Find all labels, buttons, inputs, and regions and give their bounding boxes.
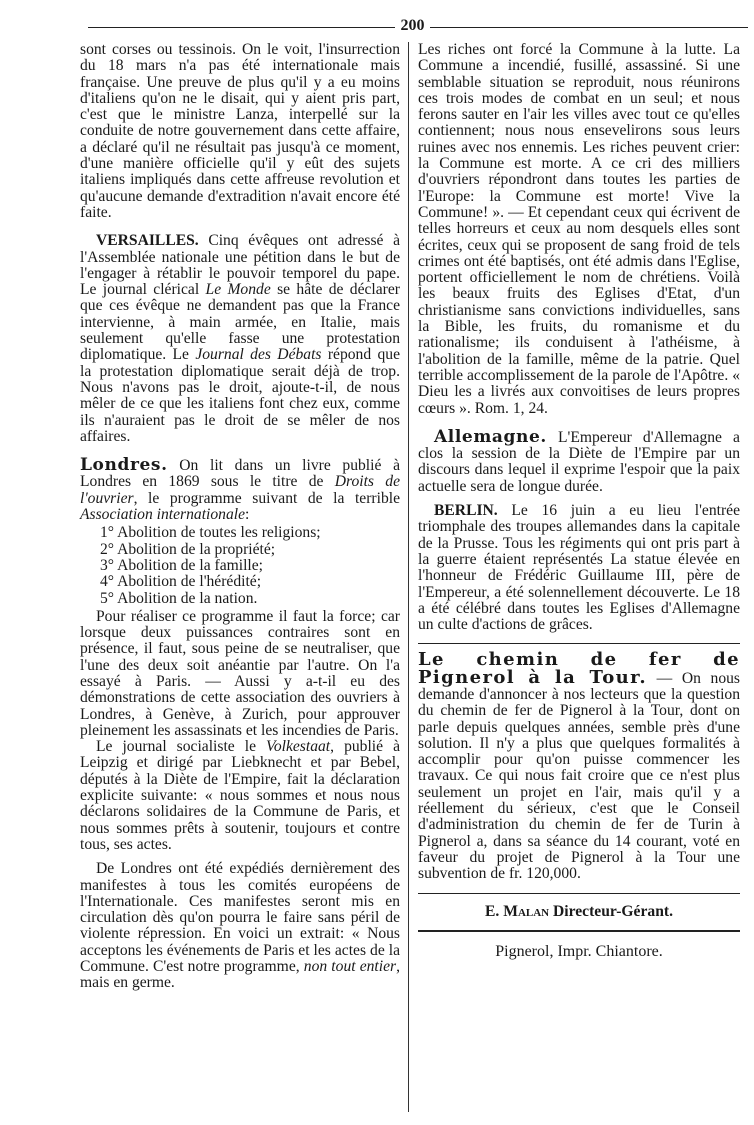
chemin-de-fer-paragraph: Le chemin de fer de Pignerol à la Tour. — On nous demande d'annoncer à nos lecteurs que la question du chemin de fer de Pignerol à la Tour, dont on parle depuis quelques années, semble près d'une solution. Il n'y a plus que quelques formalités à accomplir pour qu'on puisse commencer les travaux. Ce qui nous fait croire que ce n'est plus seulement un projet en l'air, mais qu'il y a réellement du sérieux, c'est que le Conseil d'administration du chemin de fer de Turin à Pignerol a, dans sa séance du 14 courant, voté en faveur du projet de Pignerol à la Tour une subvention de fr. 120,000. <box>418 649 740 883</box>
signature-rule <box>418 893 740 894</box>
insurrection-paragraph: sont corses ou tessinois. On le voit, l'insurrection du 18 mars n'a pas été internationale mais française. Une preuve de plus qu'il y a eu moins d'italiens qu'on ne le disait, qui y aient pris part, c'est que le ministre Lanza, interpellé sur la conduite de notre gouvernement dans cette affaire, a déclaré qu'il ne résultait pas jusqu'à ce moment, d'une manière officielle qu'il y eût des sujets italiens impliqués dans cette affreuse revolution et qu'aucune demande d'extradition n'avait encore été faite. <box>80 41 400 221</box>
header-rule-right <box>430 27 748 28</box>
left-column <box>80 42 400 992</box>
non-tout-entier: non tout entier <box>303 958 397 976</box>
program-item: 5° Abolition de la nation. <box>100 589 258 607</box>
berlin-dateline: BERLIN. <box>434 502 498 520</box>
association-title: Association internationale <box>80 506 246 524</box>
versailles-dateline: VERSAILLES. <box>96 232 199 250</box>
signature-name: E. Malan <box>485 902 550 920</box>
allemagne-heading: Allemagne. <box>434 426 547 447</box>
printer-rule <box>418 930 740 932</box>
signature <box>418 904 740 920</box>
program-item: 4° Abolition de l'hérédité; <box>100 573 262 591</box>
page-number: 200 <box>400 17 425 34</box>
le-monde-title: Le Monde <box>205 281 271 299</box>
programme-force-paragraph: Pour réaliser ce programme il faut la force; car lorsque deux puissances contraires sont en présence, il faut, sous peine de se neutraliser, que l'une des deux soit anéantie par l'autre. On l'a essayé à Paris. — Aussi y a-t-il eu des démonstrations de cette association des ouvriers à Londres, à Genève, à Zurich, pour approuver pleinement les assassinats et les incendies de Paris. <box>80 607 400 739</box>
right-column <box>418 42 740 960</box>
chemin-de-fer-heading: Le chemin de fer de Pignerol à la Tour. <box>418 649 740 688</box>
program-item: 2° Abolition de la propriété; <box>100 540 276 558</box>
londres-heading: Londres. <box>80 455 168 476</box>
volkestaat-paragraph: Le journal socialiste le Volkestaat, publié à Leipzig et dirigé par Liebknecht et par Bebel, députés à la Diète de l'Empire, fait la déclaration explicite suivante: « nous sommes et nous nous déclarons solidaires de la Commune de Paris, et nous sommes prêts à soutenir, toujours et contre tous, ses actes. <box>80 738 400 853</box>
program-item: 1° Abolition de toutes les religions; <box>100 524 321 542</box>
allemagne-paragraph: Allemagne. L'Empereur d'Allemagne a clos la session de la Diète de l'Empire par un discours dans lequel il exprime l'espoir que la paix actuelle sera de longue durée. <box>418 426 740 495</box>
volkestaat-title: Volkestaat <box>266 738 331 756</box>
journal-debats-title: Journal des Débats <box>195 346 322 364</box>
versailles-paragraph: VERSAILLES. Cinq évêques ont adressé à l'Assemblée nationale une pétition dans le but de l'engager à rétablir le pouvoir temporel du pape. Le journal clérical Le Monde se hâte de déclarer que ces évêque ne demandent pas que la France intervienne, à main armée, en Italie, mais seulement qu'elle fasse une protestation diplomatique. Le Journal des Débats répond que la protestation diplomatique serait déjà de trop. Nous n'avons pas le droit, ajoute-t-il, de nous mêler de ce que les italiens font chez eux, comme ils n'auraient pas le droit de se mêler de nos affaires. <box>80 232 400 445</box>
droits-ouvrier-title: Droits de l'ouvrier <box>80 473 400 507</box>
londres-paragraph: Londres. On lit dans un livre publié à Londres en 1869 sous le titre de Droits de l'ouvrier, le programme suivant de la terrible Association internationale: <box>80 455 400 524</box>
column-divider <box>408 42 409 1112</box>
program-list <box>80 525 400 606</box>
manifestes-paragraph: De Londres ont été expédiés dernièrement des manifestes à tous les comités européens de l'Internationale. Ces manifestes seront mis en circulation dès qu'on pourra le faire sans péril de violente répression. En voici un extrait: « Nous acceptons les événements de Paris et les actes de la Commune. C'est notre programme, non tout entier, mais en germe. <box>80 860 400 992</box>
signature-title: Directeur-Gérant. <box>553 902 673 920</box>
berlin-paragraph: BERLIN. Le 16 juin a eu lieu l'entrée triomphale des troupes allemandes dans la capitale de la Prusse. Tous les régiments qui ont pris part à la guerre étaient représentés La statue élevée en l'honneur de Frédéric Guillaume III, père de l'Empereur, a été solennellement découverte. Le 18 a été célébré dans toutes les Eglises d'Allemagne un culte d'actions de grâces. <box>418 502 740 634</box>
section-rule <box>418 643 740 644</box>
printer-line: Pignerol, Impr. Chiantore. <box>495 942 663 960</box>
program-item: 3° Abolition de la famille; <box>100 556 264 574</box>
riches-paragraph: Les riches ont forcé la Commune à la lutte. La Commune a incendié, fusillé, assassiné. Si une semblable situation se reproduit, nous réunirons ces trois modes de combat en un seul; et nous ferons sauter en l'air les villes avec tout ce qu'elles contiennent; nous nous ensevelirons sous leurs ruines avec nos ennemis. Les riches peuvent crier: la Commune est morte. A ce cri des milliers d'ouvriers répondront dans toutes les parties de l'Europe: la Commune est morte! Vive la Commune! ». — Et cependant ceux qui écrivent de telles horreurs et ceux au nom desquels elles sont écrites, ceux qui se proposent de sang froid de tels crimes ont été baptisés, ont été admis dans l'Eglise, portent officiellement le nom de chrétiens. Voilà les beaux fruits des Eglises d'Etat, d'un christianisme sans convictions individuelles, sans la Bible, les fruits, du romanisme et du rationalisme; ils conduisent à l'athéisme, à l'abolition de la famille, même de la patrie. Quel terrible accomplissement de la parole de l'Apôtre. « Dieu les a livrés aux convoitises de leurs propres cœurs ». Rom. 1, 24. <box>418 41 740 417</box>
header-rule-left <box>88 27 395 28</box>
